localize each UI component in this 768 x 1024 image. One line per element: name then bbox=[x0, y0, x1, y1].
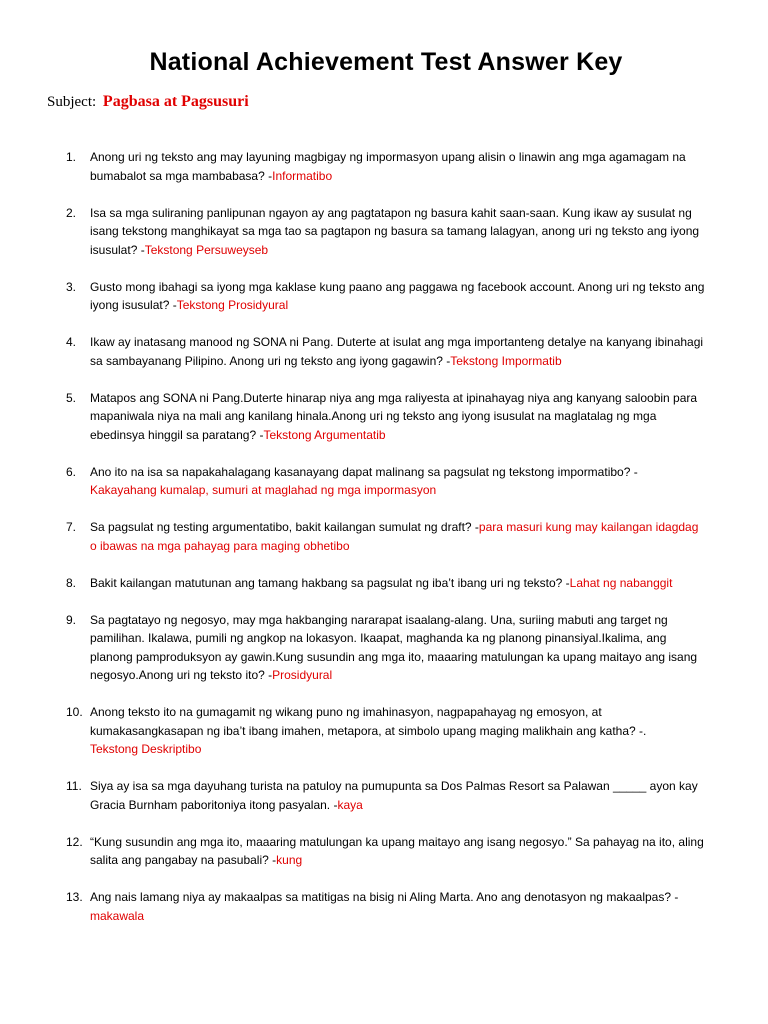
question-body bbox=[90, 463, 706, 500]
question-text: Siya ay isa sa mga dayuhang turista na patuloy na pumupunta sa Dos Palmas Resort sa Palawan _____ ayon kay Gracia Burnham paboritoniya itong pasyalan. - bbox=[90, 779, 698, 812]
question-text: Ikaw ay inatasang manood ng SONA ni Pang. Duterte at isulat ang mga importanteng detalye na kanyang ibinahagi sa sambayanang Pilipino. Anong uri ng teksto ang iyong gagawin? - bbox=[90, 335, 704, 368]
question-body bbox=[90, 518, 706, 555]
question-number: 12. bbox=[66, 834, 83, 849]
question-text: “Kung susundin ang mga ito, maaaring matulungan ka upang maitayo ang isang negosyo.” Sa pahayag na ito, aling salita ang pangabay na pasubali? - bbox=[90, 834, 704, 867]
question-number: 13. bbox=[66, 890, 83, 904]
answer-text: Prosidyural bbox=[272, 668, 333, 682]
question-text: Bakit kailangan matutunan ang tamang hakbang sa pagsulat ng iba’t ibang uri ng teksto? - bbox=[90, 575, 570, 590]
question-body bbox=[90, 148, 706, 185]
question-item bbox=[66, 777, 706, 814]
question-body bbox=[90, 888, 706, 925]
answer-text: para masuri kung may kailangan idagdag o ibawas na mga pahayag para maging obhetibo bbox=[90, 520, 699, 553]
question-item bbox=[66, 333, 706, 370]
question-number: 1. bbox=[66, 150, 77, 164]
question-item bbox=[66, 518, 706, 555]
question-number: 3. bbox=[66, 279, 77, 294]
question-text: Ang nais lamang niya ay makaalpas sa matitigas na bisig ni Aling Marta. Ano ang denotasyon ng makaalpas? - bbox=[90, 890, 679, 904]
question-body bbox=[90, 278, 706, 315]
answer-text: Tekstong Persuweyseb bbox=[144, 242, 269, 257]
question-text: Sa pagtatayo ng negosyo, may mga hakbanging nararapat isaalang-alang. Una, suriing mabuti ang target ng pamilihan. Ikalawa, pumili ng angkop na lokasyon. Ikaapat, maghanda ka ng planong pinansiyal.Ikalima, ang planong pamproduksyon ay gawin.Kung susundin ang mga ito, maaaring matulungan ka upang maitayo ang isang negosyo.Anong uri ng teksto ito? - bbox=[90, 612, 698, 682]
question-number: 5. bbox=[66, 390, 77, 405]
question-number: 7. bbox=[66, 520, 77, 534]
question-item bbox=[66, 463, 706, 500]
question-item bbox=[66, 278, 706, 315]
question-number: 8. bbox=[66, 575, 77, 590]
question-text: Sa pagsulat ng testing argumentatibo, bakit kailangan sumulat ng draft? - bbox=[90, 520, 479, 534]
question-item bbox=[66, 703, 706, 759]
question-number: 2. bbox=[66, 205, 77, 220]
question-text: Anong uri ng teksto ang may layuning magbigay ng impormasyon upang alisin o linawin ang mga agamagam na bumabalot sa mga mambabasa? - bbox=[90, 150, 686, 183]
document-title: National Achievement Test Answer Key bbox=[149, 48, 623, 76]
answer-text: Informatibo bbox=[272, 168, 333, 183]
question-list bbox=[66, 148, 706, 925]
question-item bbox=[66, 574, 706, 593]
question-number: 4. bbox=[66, 335, 77, 349]
answer-text: Lahat ng nabanggit bbox=[569, 575, 673, 590]
question-number: 11. bbox=[66, 779, 82, 793]
answer-text: kung bbox=[276, 853, 303, 867]
question-text: Gusto mong ibahagi sa iyong mga kaklase kung paano ang paggawa ng facebook account. Anong uri ng teksto ang iyong isusulat? - bbox=[90, 279, 705, 312]
subject-value: Pagbasa at Pagsusuri bbox=[102, 93, 249, 110]
question-number: 9. bbox=[66, 612, 77, 627]
answer-text: makawala bbox=[90, 908, 145, 923]
subject-line bbox=[47, 93, 706, 111]
answer-text: Kakayahang kumalap, sumuri at maglahad ng mga impormasyon bbox=[90, 483, 437, 497]
question-body bbox=[90, 333, 706, 370]
question-body bbox=[90, 777, 706, 814]
question-text: Matapos ang SONA ni Pang.Duterte hinarap niya ang mga raliyesta at ipinahayag niya ang kanyang saloobin para mapaniwala niya na mali ang kanilang hinala.Anong uri ng teksto ang iyong isusulat na maglatalag ng mga ebedinsya hinggil sa paratang? - bbox=[90, 390, 698, 442]
question-body bbox=[90, 574, 706, 593]
question-body bbox=[90, 389, 706, 445]
question-number: 10. bbox=[66, 705, 83, 719]
question-body bbox=[90, 611, 706, 685]
question-number: 6. bbox=[66, 464, 77, 479]
question-item bbox=[66, 833, 706, 870]
question-item bbox=[66, 148, 706, 185]
answer-text: Tekstong Prosidyural bbox=[176, 298, 289, 312]
question-body bbox=[90, 204, 706, 260]
question-text: Ano ito na isa sa napakahalagang kasanayang dapat malinang sa pagsulat ng tekstong impormatibo? - bbox=[90, 464, 638, 479]
answer-text: kaya bbox=[337, 797, 363, 812]
question-body bbox=[90, 833, 706, 870]
question-text: Isa sa mga suliraning panlipunan ngayon ay ang pagtatapon ng basura kahit saan-saan. Kung ikaw ay susulat ng isang tekstong manghikayat sa mga tao sa pagtapon ng basura sa tamang lalagyan, anong uri ng teksto ang iyong isusulat? - bbox=[90, 205, 700, 257]
question-body bbox=[90, 703, 706, 759]
answer-text: Tekstong Deskriptibo bbox=[90, 742, 202, 756]
subject-label: Subject: bbox=[47, 94, 97, 110]
question-item bbox=[66, 611, 706, 685]
question-item bbox=[66, 888, 706, 925]
question-item bbox=[66, 204, 706, 260]
question-item bbox=[66, 389, 706, 445]
question-text: Anong teksto ito na gumagamit ng wikang puno ng imahinasyon, nagpapahayag ng emosyon, at kumakasangkasapan ng iba’t ibang imahen, metapora, at simbolo upang maging malikhain ang katha? -. bbox=[90, 705, 647, 738]
answer-text: Tekstong Argumentatib bbox=[263, 427, 386, 442]
answer-text: Tekstong Impormatib bbox=[450, 353, 562, 368]
